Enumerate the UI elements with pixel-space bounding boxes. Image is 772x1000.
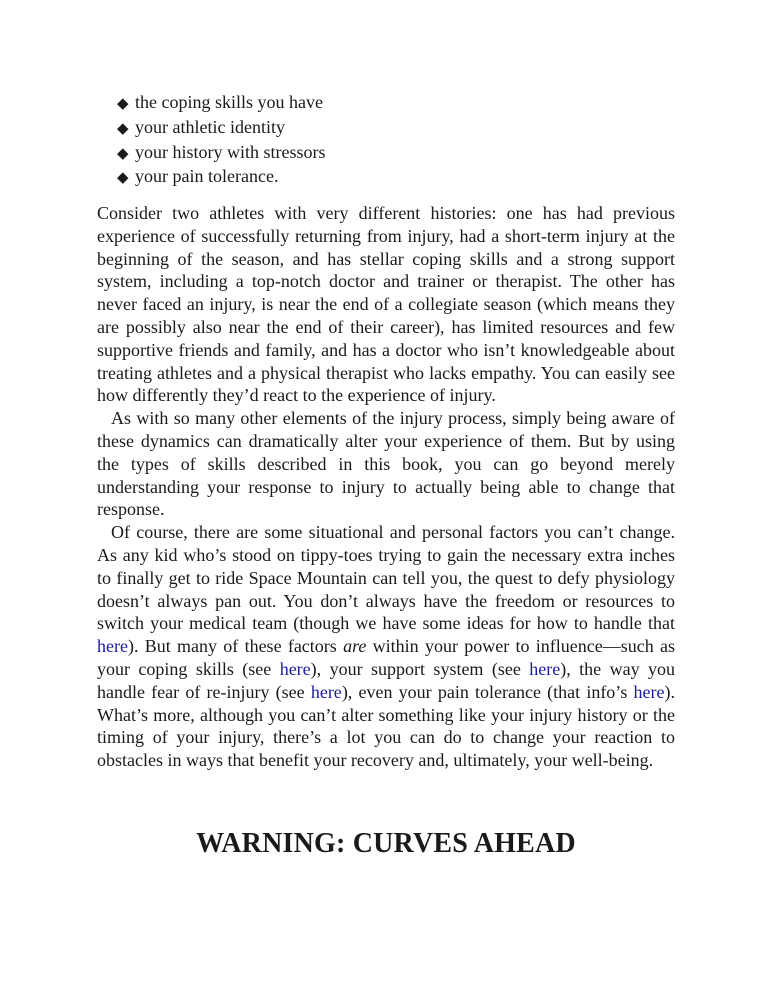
paragraph-awareness: As with so many other elements of the injury process, simply being aware of these dynamics can dramatically alter your experience of them. But by using the types of skills described in this book, you can go beyond merely understanding your response to injury to actually being able to change that response. [97, 408, 675, 520]
diamond-bullet-icon: ◆ [117, 145, 129, 162]
emphasis-are: are [343, 636, 367, 657]
here-link-coping-skills[interactable]: here [279, 658, 311, 679]
list-item [117, 116, 326, 141]
here-link-fear-of-reinjury[interactable]: here [310, 681, 342, 702]
list-item [117, 165, 326, 190]
factor-bullet-list [117, 91, 326, 190]
here-link-support-system[interactable]: here [529, 658, 561, 679]
diamond-bullet-icon: ◆ [117, 120, 129, 137]
list-item-text: your pain tolerance. [135, 166, 279, 187]
list-item [117, 141, 326, 166]
list-item-text: the coping skills you have [135, 92, 323, 112]
here-link-medical-team[interactable]: here [97, 636, 128, 657]
diamond-bullet-icon: ◆ [117, 96, 129, 112]
paragraph-two-athletes: Consider two athletes with very different histories: one has had previous experience of successfully returning from injury, had a short-term injury at the beginning of the season, and has stellar coping skills and a strong support system, including a top-notch doctor and trainer or therapist. The other has never faced an injury, is near the end of a collegiate season (which means they are possibly also near the end of their career), has limited resources and few supportive friends and family, and has a doctor who isn’t knowledgeable about treating athletes and a physical therapist who lacks empathy. You can easily see how differently they’d react to the experience of injury. [97, 203, 675, 406]
diamond-bullet-icon: ◆ [117, 170, 129, 187]
list-item-text: your athletic identity [135, 116, 285, 137]
section-heading: WARNING: CURVES AHEAD [196, 828, 576, 859]
paragraph-situational-factors: Of course, there are some situational and personal factors you can’t change. As any kid who’s stood on tippy-toes trying to gain the necessary extra inches to finally get to ride Space Mountain can tell you, the quest to defy physiology doesn’t always pan out. You don’t always have the freedom or resources to switch your medical team (though we have some ideas for how to handle that here). But many of these factors are within your power to influence—such as your coping skills (see here), your support system (see here), the way you handle fear of re-injury (see here), even your pain tolerance (that info’s here). What’s more, although you can’t alter something like your injury history or the timing of your injury, there’s a lot you can do to change your reaction to obstacles in ways that benefit your recovery and, ultimately, your well-being. [97, 522, 675, 771]
list-item-text: your history with stressors [135, 141, 326, 162]
list-item [117, 91, 326, 116]
here-link-pain-tolerance[interactable]: here [633, 681, 665, 702]
body-text [97, 202, 675, 772]
